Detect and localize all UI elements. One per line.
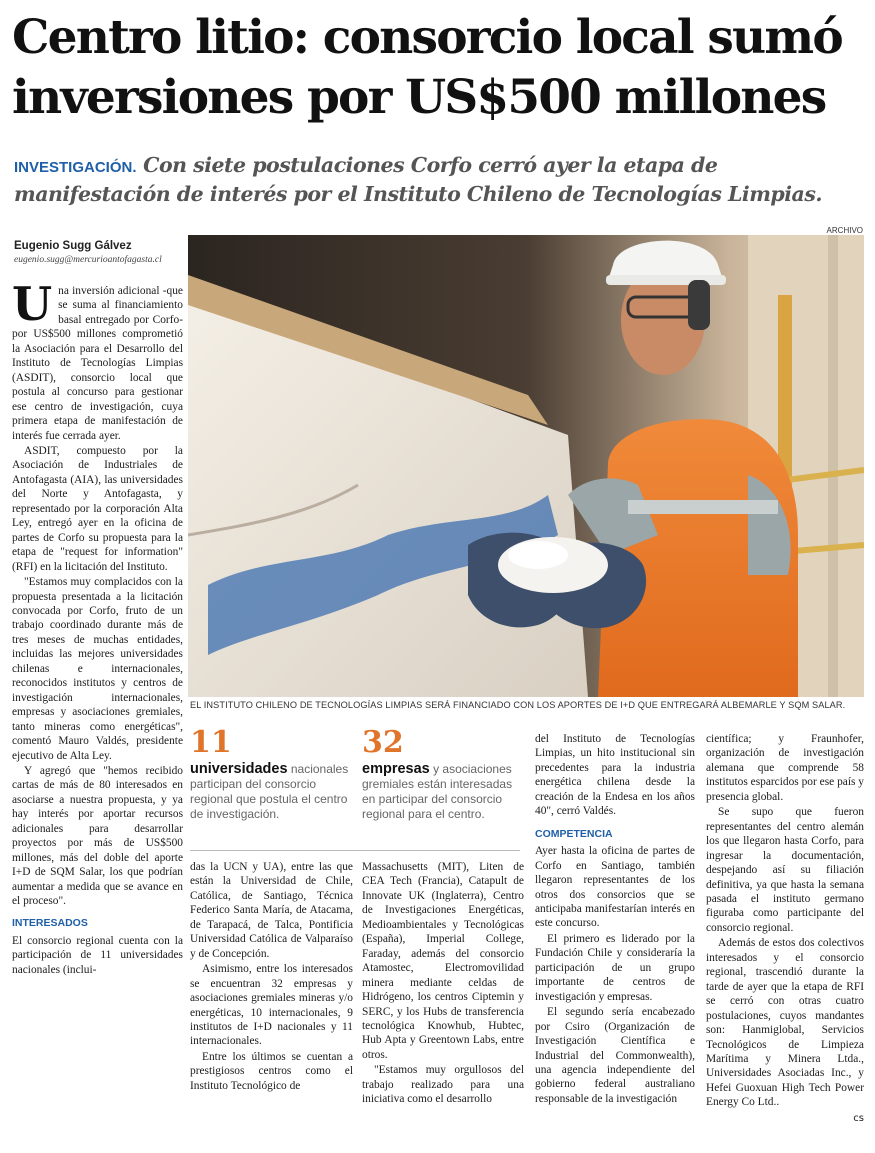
stat-number: 11 xyxy=(190,725,232,760)
headline-line-1: Centro litio: consorcio local sumó xyxy=(12,10,842,65)
paragraph: "Estamos muy orgullosos del trabajo realizado para una iniciativa como el desarrollo xyxy=(362,1064,524,1106)
lead-text: Con siete postulaciones Corfo cerró ayer la etapa de manifestación de interés por el Instituto Chileno de Tecnologías Limpias. xyxy=(14,153,822,206)
paragraph: Ayer hasta la oficina de partes de Corfo en Santiago, también llegaron representantes de los otros dos consorcios que se anticipaba manifestarían interés en este concurso. xyxy=(535,845,695,930)
subhead-interesados: INTERESADOS xyxy=(12,917,88,930)
column-4 xyxy=(535,732,695,1107)
author-name: Eugenio Sugg Gálvez xyxy=(14,240,132,252)
stat-text: universidades nacionales participan del consorcio regional que postula el centro de investigación. xyxy=(190,761,349,821)
subhead-competencia: COMPETENCIA xyxy=(535,827,613,840)
paragraph: das la UCN y UA), entre las que están la Universidad de Chile, Católica, de Santiago, Técnica Federico Santa María, de Atacama, de Tarapacá, de Talca, Pontificia Universidad Católica de Valparaíso y de Concepción. xyxy=(190,861,353,960)
column-3 xyxy=(362,860,524,1108)
column-1 xyxy=(12,277,183,978)
byline xyxy=(14,240,189,265)
stat-number: 32 xyxy=(362,725,404,760)
paragraph: científica; y Fraunhofer, organización de investigación alemana que comprende 58 institutos esparcidos por ese país y presencia global. xyxy=(706,733,864,803)
paragraph: "Estamos muy complacidos con la propuesta presentada a la licitación convocada por Corfo, fruto de un trabajo coordinado durante más de tres meses de muchas entidades, incluidas las mejores universidades chilenas e internacionales, reconocidos institutos y centros de investigación internacionales, empresas y asociaciones gremiales, tanto mineras como energéticas", comentó Mauro Valdés, presidente ejecutivo de Alta Ley. xyxy=(12,576,183,762)
headline-line-2: inversiones por US$500 millones xyxy=(12,70,826,125)
paragraph: ASDIT, compuesto por la Asociación de Industriales de Antofagasta (AIA), las universidades del Norte y Antofagasta, y representado por la corporación Alta Ley, entregó ayer en la oficina de partes de Corfo su propuesta para la etapa de "request for information" (RFI) en la licitación del Instituto. xyxy=(12,444,183,573)
paragraph: Y agregó que "hemos recibido cartas de más de 80 interesados en asociarse a nuestra propuesta, y ya hay interés por aportar recursos adicionales para desarrollar proyectos por más de US$500 millones, más del doble del aporte I+D de SQM Salar, los que podrían aumentar a medida que se avance en el proceso". xyxy=(12,764,183,908)
end-mark: cs xyxy=(853,1112,864,1124)
paragraph: El consorcio regional cuenta con la participación de 11 universidades nacionales (inclui- xyxy=(12,934,183,976)
stat-box-universidades xyxy=(190,725,350,822)
column-2 xyxy=(190,860,353,1094)
column-5 xyxy=(706,732,864,1126)
paragraph: Asimismo, entre los interesados se encuentran 32 empresas y asociaciones gremiales mineras y/o energéticas, 10 internacionales, 9 institutos de I+D nacionales y 11 internacionales. xyxy=(190,963,353,1048)
lead-kicker: INVESTIGACIÓN. xyxy=(14,159,137,176)
headline xyxy=(12,8,867,128)
article-photo xyxy=(188,235,864,697)
paragraph: Entre los últimos se cuentan a prestigiosos centros como el Instituto Tecnológico de xyxy=(190,1050,353,1092)
photo-credit: ARCHIVO xyxy=(826,226,863,235)
divider xyxy=(190,850,520,851)
paragraph: El segundo sería encabezado por Csiro (Organización de Investigación Científica e Industrial del Commonwealth), una agencia independiente del gobierno federal australiano responsable de la investigación xyxy=(535,1006,695,1105)
lead-paragraph xyxy=(14,152,864,208)
paragraph: Además de estos dos colectivos interesados y el consorcio regional, trascendió durante la tarde de ayer que la etapa de RFI se cerró con otras cuatro postulaciones, cuyos mandantes son: Hanmiglobal, Servicios Tecnológicos de Limpieza Marítima y Minera Ltda., Universidades Asociadas Inc., y Hefei Guoxuan High Tech Power Energy Co Ltd.. xyxy=(706,937,864,1109)
stat-box-empresas xyxy=(362,725,522,822)
paragraph: Se supo que fueron representantes del centro alemán los que llegaron hasta Corfo, para ingresar la documentación, despejando así su filiación definitiva, ya que hasta la semana pasada el instituto germano figuraba como participante del consorcio regional. xyxy=(706,806,864,934)
paragraph: El primero es liderado por la Fundación Chile y consideraría la participación de un grupo importante de centros de investigación y empresas. xyxy=(535,932,695,1003)
paragraph: Una inversión adicional -que se suma al financiamiento basal entregado por Corfo- por US$500 millones comprometió la Asociación para el Desarrollo del Instituto de Tecnologías Limpias (ASDIT), consorcio local que postula al concurso para gestionar ese centro de investigación, cuya primera etapa de manifestación de interés fue cerrada ayer. xyxy=(12,277,183,442)
paragraph: del Instituto de Tecnologías Limpias, un hito institucional sin precedentes para la industria energética chilena desde la creación de la Endesa en los años 40", cerró Valdés. xyxy=(535,733,695,818)
stat-text: empresas y asociaciones gremiales están interesadas en participar del consorcio regional para el centro. xyxy=(362,761,513,821)
drop-cap: U xyxy=(12,277,53,331)
worker-holding-lithium-illustration xyxy=(188,235,864,697)
paragraph: Massachusetts (MIT), Liten de CEA Tech (Francia), Catapult de Innovate UK (Inglaterra), Centro de Investigaciones Energéticas, Medioambientales y Tecnológicas (España), Imperial College, Faraday, además del consorcio Atamostec, Electromovilidad minera mediante celdas de Hidrógeno, los centros Ciptemin y SERC, y los Hubs de transferencia tecnológica Knowhub, Hubtec, Hub Apta y Greentown Labs, entre otros. xyxy=(362,861,524,1061)
photo-caption: EL INSTITUTO CHILENO DE TECNOLOGÍAS LIMPIAS SERÁ FINANCIADO CON LOS APORTES DE I+D QUE ENTREGARÁ ALBEMARLE Y SQM SALAR. xyxy=(190,700,846,710)
author-email: eugenio.sugg@mercurioantofagasta.cl xyxy=(14,255,162,265)
